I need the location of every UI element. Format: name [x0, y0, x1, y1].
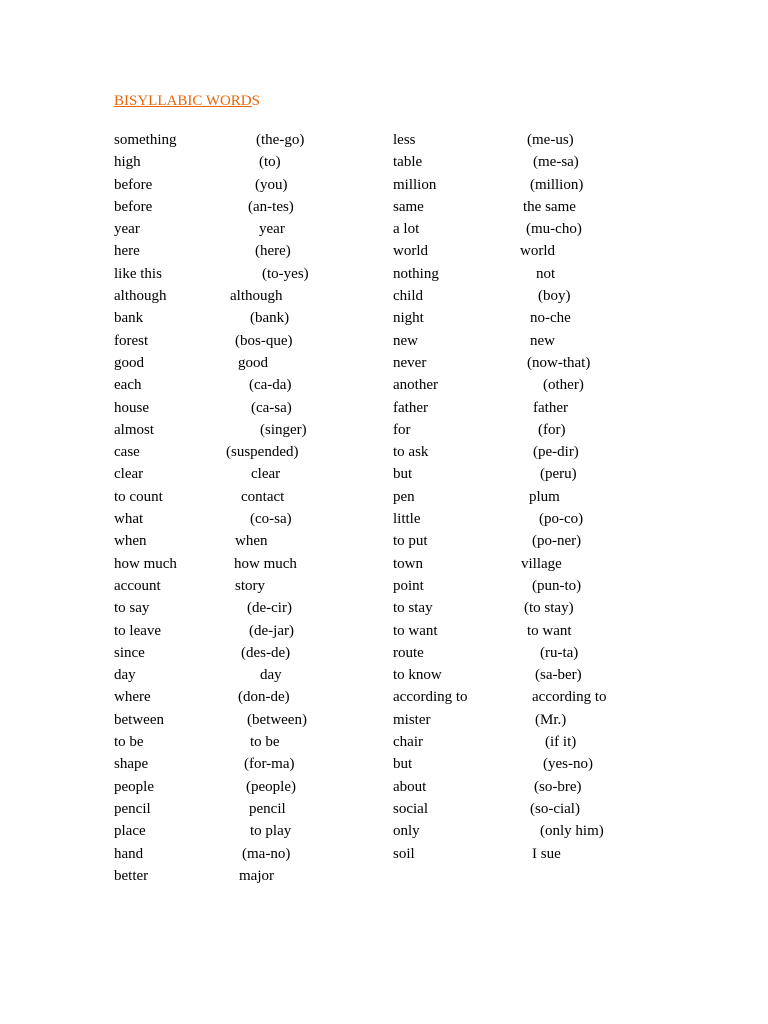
translation: (you) [255, 176, 288, 193]
english-word: almost [114, 421, 154, 438]
translation: (me-sa) [533, 154, 579, 171]
english-word: year [114, 221, 140, 238]
english-word: people [114, 778, 154, 795]
english-word: million [393, 176, 437, 193]
translation: plum [529, 488, 560, 505]
translation: (peru) [540, 466, 577, 483]
english-word: never [393, 354, 427, 371]
title-rest: S [251, 93, 260, 109]
translation: clear [251, 466, 281, 483]
title-underlined: BISYLLABIC WORD [114, 93, 252, 109]
translation: (for-ma) [244, 756, 295, 773]
translation: (des-de) [241, 644, 291, 661]
english-word: social [393, 800, 428, 817]
english-word: to want [393, 622, 438, 639]
english-word: when [114, 533, 147, 550]
english-word: account [114, 577, 161, 594]
translation: (only him) [540, 823, 604, 840]
english-word: but [393, 466, 413, 483]
page-title [114, 93, 260, 110]
translation: (now-that) [527, 354, 591, 371]
translation: (between) [247, 711, 307, 728]
english-word: something [114, 132, 177, 148]
english-word: only [393, 823, 420, 840]
english-word: before [114, 176, 153, 193]
english-word: father [393, 399, 428, 416]
english-word: less [393, 132, 416, 148]
translation: (po-ner) [532, 533, 582, 550]
english-word: nothing [393, 265, 439, 282]
english-word: bank [114, 310, 144, 327]
english-word: according to [393, 689, 468, 706]
translation: no-che [530, 310, 571, 327]
english-word: little [393, 511, 421, 528]
english-word: same [393, 198, 424, 215]
translation: day [260, 667, 282, 684]
translation: year [259, 221, 285, 238]
english-word: soil [393, 845, 415, 862]
english-word: to put [393, 533, 428, 550]
translation: the same [523, 198, 576, 215]
translation: (an-tes) [248, 198, 294, 215]
translation: although [230, 288, 283, 305]
english-word: for [393, 421, 411, 438]
translation: (ma-no) [242, 845, 291, 862]
english-word: here [114, 243, 140, 260]
translation: when [235, 533, 268, 550]
english-word: where [114, 689, 151, 706]
english-word: place [114, 823, 146, 840]
translation: (suspended) [226, 444, 299, 461]
english-word: to stay [393, 600, 433, 617]
translation: (ca-da) [249, 377, 292, 394]
english-word: to count [114, 488, 163, 505]
english-word: new [393, 332, 418, 349]
translation: (ca-sa) [251, 399, 292, 416]
translation: (so-cial) [530, 800, 580, 817]
translation: how much [234, 555, 297, 572]
english-word: high [114, 154, 141, 171]
english-word: table [393, 154, 423, 171]
translation: (bank) [250, 310, 290, 327]
english-word: to ask [393, 444, 429, 461]
translation: (people) [246, 778, 296, 795]
translation: I sue [532, 845, 561, 862]
english-word: between [114, 711, 164, 728]
english-word: good [114, 354, 144, 371]
english-word: point [393, 577, 424, 594]
translation: (don-de) [238, 689, 290, 706]
translation: (Mr.) [535, 711, 567, 728]
translation: contact [241, 488, 285, 505]
english-word: case [114, 444, 140, 461]
translation: (co-sa) [250, 511, 292, 528]
translation: pencil [249, 800, 286, 817]
english-word: better [114, 867, 149, 884]
english-word: hand [114, 845, 144, 862]
translation: (here) [255, 243, 291, 260]
translation: according to [532, 689, 607, 706]
translation: (de-cir) [247, 600, 292, 617]
english-word: night [393, 310, 424, 327]
english-word: to be [114, 734, 144, 751]
translation: (million) [530, 176, 584, 193]
english-word: each [114, 377, 142, 394]
translation: to be [250, 734, 280, 751]
english-word: pen [393, 488, 415, 505]
english-word: since [114, 644, 145, 661]
english-word: before [114, 198, 153, 215]
english-word: child [393, 288, 423, 305]
translation: (yes-no) [543, 756, 593, 773]
translation: (to) [259, 154, 281, 171]
translation: story [235, 577, 265, 594]
translation: to want [527, 622, 572, 639]
translation: (to stay) [524, 600, 574, 617]
translation: world [520, 243, 555, 260]
translation: (the-go) [256, 132, 305, 148]
english-word: route [393, 644, 424, 661]
english-word: world [393, 243, 428, 260]
translation: not [536, 265, 556, 282]
english-word: to know [393, 667, 442, 684]
translation: (boy) [538, 288, 571, 305]
english-word: but [393, 756, 413, 773]
translation: good [238, 354, 268, 371]
translation: to play [250, 823, 292, 840]
english-word: pencil [114, 800, 151, 817]
translation: father [533, 399, 568, 416]
translation: (mu-cho) [526, 221, 582, 238]
english-word: to say [114, 600, 150, 617]
translation: (po-co) [539, 511, 584, 528]
english-word: what [114, 511, 144, 528]
translation: (me-us) [527, 132, 574, 148]
english-word: shape [114, 756, 149, 773]
translation: new [530, 332, 555, 349]
translation: (other) [543, 377, 584, 394]
english-word: house [114, 399, 149, 416]
english-word: town [393, 555, 423, 572]
english-word: mister [393, 711, 431, 728]
translation: (to-yes) [262, 265, 309, 282]
english-word: although [114, 288, 167, 305]
translation: village [521, 555, 562, 572]
english-word: another [393, 377, 438, 394]
english-word: a lot [393, 221, 420, 238]
translation: (bos-que) [235, 332, 293, 349]
english-word: chair [393, 734, 423, 751]
english-word: clear [114, 466, 144, 483]
translation: (de-jar) [249, 622, 294, 639]
translation: (so-bre) [534, 778, 582, 795]
translation: (for) [538, 421, 566, 438]
translation: (sa-ber) [535, 667, 582, 684]
translation: (pun-to) [532, 577, 582, 594]
translation: major [239, 867, 274, 884]
english-word: to leave [114, 622, 162, 639]
english-word: how much [114, 555, 177, 572]
translation: (if it) [545, 734, 577, 751]
english-word: about [393, 778, 427, 795]
english-word: day [114, 667, 136, 684]
english-word: forest [114, 332, 149, 349]
english-word: like this [114, 265, 162, 282]
translation: (ru-ta) [540, 644, 579, 661]
translation: (pe-dir) [533, 444, 579, 461]
translation: (singer) [260, 421, 307, 438]
